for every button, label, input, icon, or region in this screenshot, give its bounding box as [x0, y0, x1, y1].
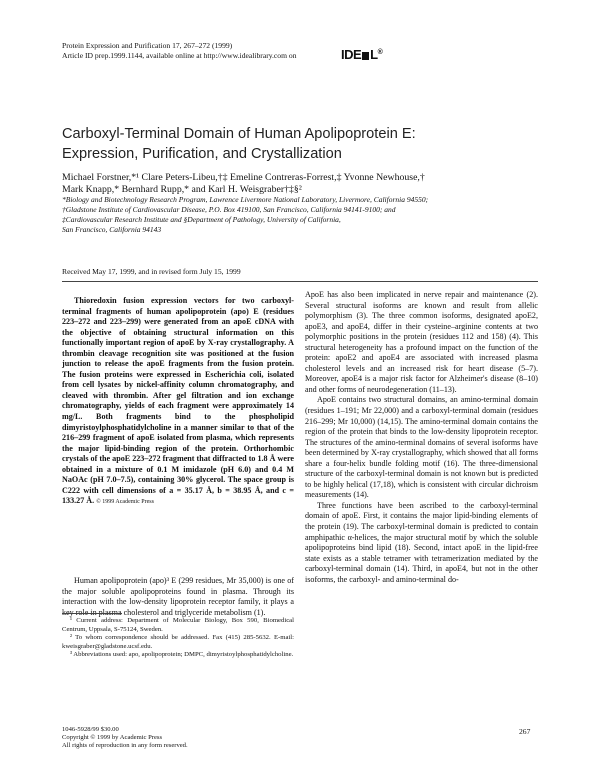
- article-title: [62, 124, 542, 164]
- header-divider: [62, 281, 538, 282]
- affiliation-line-4: San Francisco, California 94143: [62, 225, 162, 234]
- logo-text-left: IDE: [341, 47, 362, 62]
- footnote-divider: [62, 613, 122, 614]
- issn-price: 1046-5928/99 $30.00: [62, 726, 119, 733]
- footnote-2: ² To whom correspondence should be addressed. Fax (415) 285-5632. E-mail: kweisgraber@gladstone.ucsf.edu.: [62, 634, 294, 650]
- received-date: Received May 17, 1999, and in revised form July 15, 1999: [62, 267, 241, 276]
- journal-line: Protein Expression and Purification 17, 267–272 (1999): [62, 41, 233, 50]
- author-list: [62, 172, 542, 196]
- footnotes: [62, 617, 294, 660]
- footnote-1: ¹ Current address: Department of Molecular Biology, Box 590, Biomedical Centrum, Uppsala, S-75124, Sweden.: [62, 617, 294, 633]
- ideal-logo: [341, 47, 382, 62]
- copyright-block: [62, 726, 188, 751]
- right-paragraph-1: ApoE has also been implicated in nerve repair and maintenance (2). Several structural isoforms are known and result from allelic polymorphism (3). The three common isoforms, designated apoE2, apoE3, and apoE4, differ in their cysteine–arginine contents at two polymorphic positions in the protein (residues 112 and 158) (4). This structural heterogeneity has a profound impact on the function of the protein: apoE2 and apoE4 are associated with increased plasma cholesterol levels and an increased risk for heart disease (5–7). Moreover, apoE4 is a major risk factor for Alzheimer's disease (8–10) and other forms of neurodegeneration (11–13).: [305, 290, 538, 394]
- abstract: [62, 296, 294, 508]
- abstract-text: Thioredoxin fusion expression vectors for two carboxyl-terminal fragments of human apolipoprotein (apo) E (residues 223–272 and 223–299) were generated from an apoE cDNA with the objective of obtaining structural information on this functionally important region of apoE by X-ray crystallography. A thrombin cleavage recognition site was positioned at the fusion junction to release the apoE fragments from the fusion protein. The fusion proteins were expressed in Escherichia coli, isolated from cell lysates by nickel-affinity column chromatography, and cleaved with thrombin. After gel filtration and ion exchange chromatography, yields of each fragment were approximately 14 mg/L. Both fragments bind to the phospholipid dimyristoylphosphatidylcholine in a manner similar to that of the 216–299 fragment of apoE isolated from plasma, which represents the major lipid-binding region of the protein. Orthorhombic crystals of the apoE 223–272 fragment that diffracted to 1.8 Å were obtained in a mixture of 0.1 M imidazole (pH 6.0) and 0.4 M NaOAc (pH 7.0–7.5), containing 30% glycerol. The space group is C222 with cell dimensions of a = 35.17 Å, b = 38.95 Å, and c = 133.27 Å.: [62, 296, 294, 506]
- article-id-line: Article ID prep.1999.1144, available online at http://www.idealibrary.com on: [62, 51, 297, 60]
- logo-text-right: L: [370, 47, 378, 62]
- affiliation-line-1: *Biology and Biotechnology Research Program, Lawrence Livermore National Laboratory, Livermore, California 94550;: [62, 195, 429, 204]
- running-header: [62, 41, 297, 61]
- abstract-copyright: © 1999 Academic Press: [96, 499, 154, 506]
- rights-line: All rights of reproduction in any form reserved.: [62, 742, 188, 750]
- affiliations: [62, 195, 542, 235]
- logo-registered-mark: ®: [377, 49, 383, 56]
- right-paragraph-3: Three functions have been ascribed to the carboxyl-terminal domain of apoE. First, it contains the major lipid-binding elements of the protein (19). The carboxyl-terminal domain is predicted to contain amphipathic α-helices, the major structural motif by which the soluble apolipoproteins bind lipid (18). Second, intact apoE in the lipid-free state exists as a stable tetramer with tetramerization mediated by the carboxyl-terminal domain (14). Third, in apoE4, but not in the other isoforms, the carboxyl- and amino-terminal do-: [305, 500, 538, 584]
- page-number: 267: [519, 727, 531, 736]
- right-column: [305, 290, 538, 585]
- affiliation-line-2: †Gladstone Institute of Cardiovascular Disease, P.O. Box 419100, San Francisco, California 94141-9100; and: [62, 205, 396, 214]
- title-line-2: Expression, Purification, and Crystallization: [62, 146, 342, 162]
- introduction-paragraph: [62, 576, 294, 618]
- footnote-3: ³ Abbreviations used: apo, apolipoprotein; DMPC, dimyristoylphosphatidylcholine.: [70, 651, 294, 659]
- title-line-1: Carboxyl-Terminal Domain of Human Apolipoprotein E:: [62, 126, 416, 142]
- authors-line-1: Michael Forstner,*¹ Clare Peters-Libeu,†‡ Emeline Contreras-Forrest,‡ Yvonne Newhouse,†: [62, 172, 425, 183]
- logo-square-icon: [362, 52, 369, 60]
- authors-line-2: Mark Knapp,* Bernhard Rupp,* and Karl H. Weisgraber†‡§²: [62, 184, 302, 195]
- affiliation-line-3: ‡Cardiovascular Research Institute and §Department of Pathology, University of California,: [62, 215, 341, 224]
- copyright-line: Copyright © 1999 by Academic Press: [62, 734, 163, 742]
- right-paragraph-2: ApoE contains two structural domains, an amino-terminal domain (residues 1–191; Mr 22,000) and a carboxyl-terminal domain (residues 216–299; Mr 10,000) (14,15). The amino-terminal domain contains the region of the protein that binds to the low-density lipoprotein receptor. The structures of the amino-terminal domains of several isoforms have been determined by X-ray crystallography, which showed that all forms share a four-helix bundle folding motif (16). The three-dimensional structure of the carboxyl-terminal domain is not known but is predicted to be highly helical (17,18), which is consistent with circular dichroism measurements (14).: [305, 395, 538, 500]
- intro-text: Human apolipoprotein (apo)³ E (299 residues, Mr 35,000) is one of the major soluble apolipoproteins found in plasma. Through its interaction with the low-density lipoprotein receptor family, it plays a key role in plasma cholesterol and triglyceride metabolism (1).: [62, 576, 294, 617]
